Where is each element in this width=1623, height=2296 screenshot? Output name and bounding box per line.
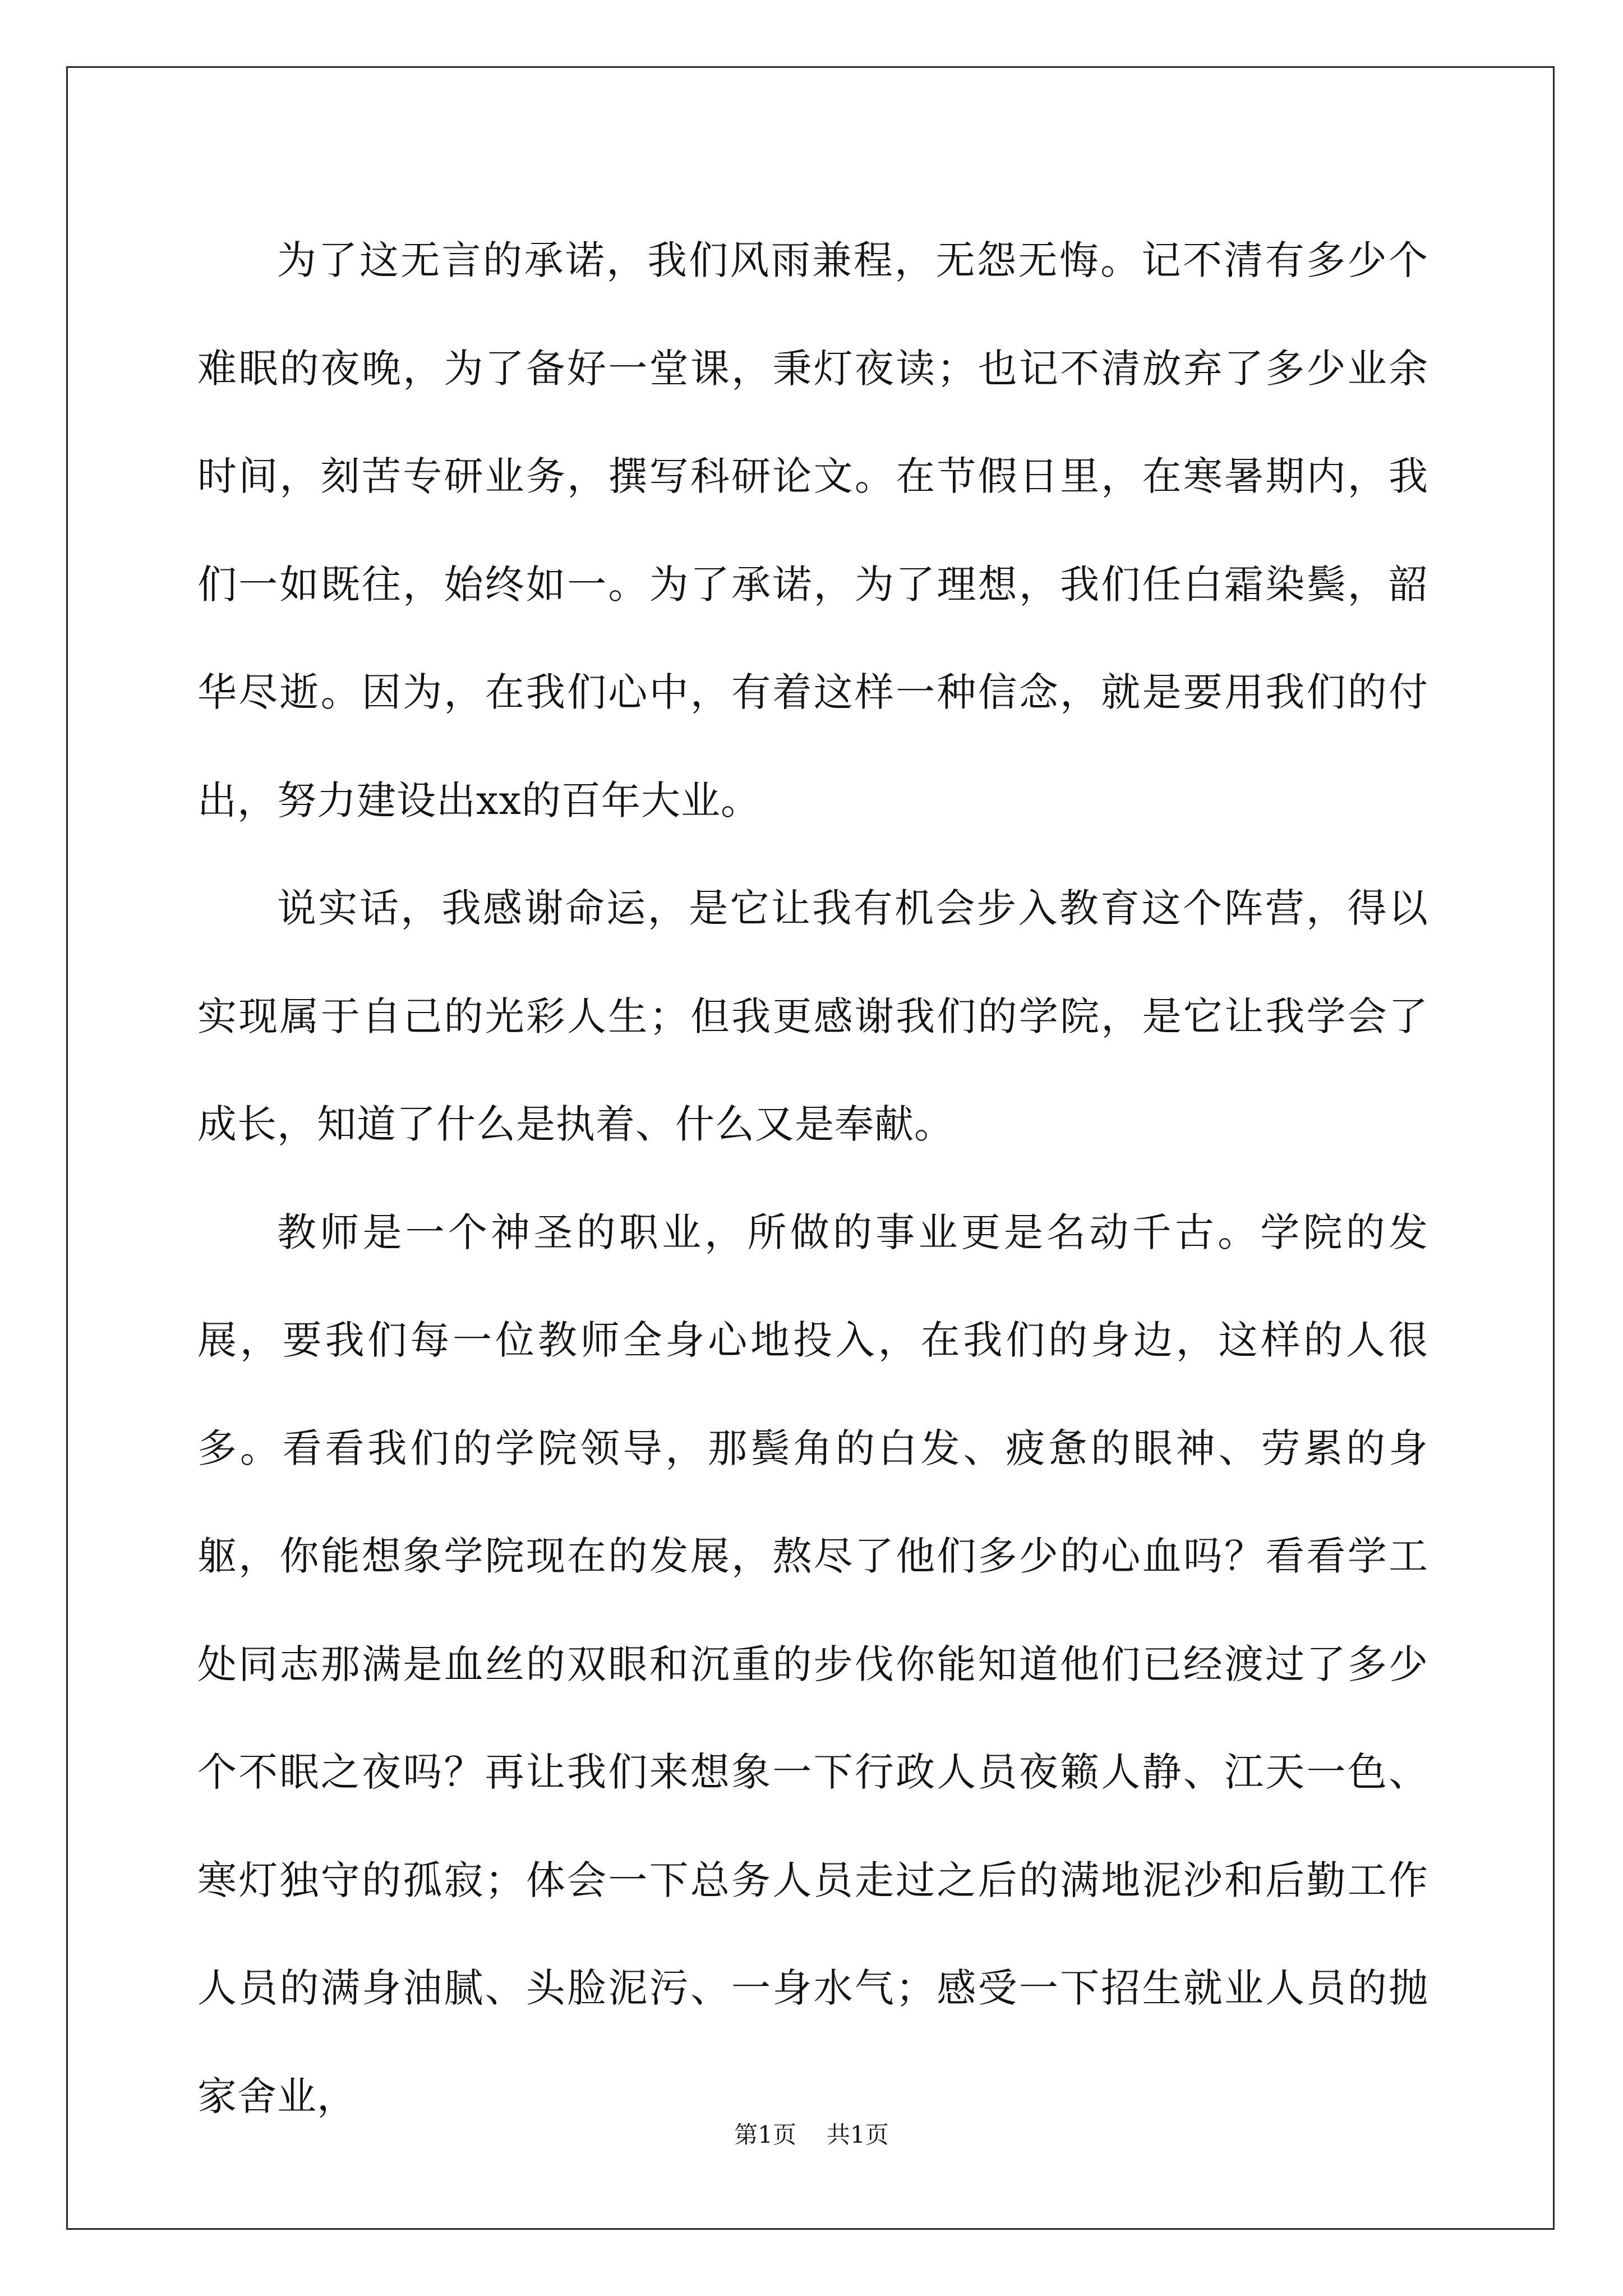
paragraph-3: 教师是一个神圣的职业，所做的事业更是名动千古。学院的发展，要我们每一位教师全身心地投入，在我们的身边，这样的人很多。看看我们的学院领导，那鬓角的白发、疲惫的眼神、劳累的身躯，你能想象学院现在的发展，熬尽了他们多少的心血吗？看看学工处同志那满是血丝的双眼和沉重的步伐你能知道他们已经渡过了多少个不眠之夜吗？再让我们来想象一下行政人员夜籁人静、江天一色、寒灯独守的孤寂；体会一下总务人员走过之后的满地泥沙和后勤工作人员的满身油腻、头脸泥污、一身水气；感受一下招生就业人员的抛家舍业， bbox=[197, 1209, 1428, 2119]
document-body bbox=[197, 206, 1428, 2150]
paragraph-2: 说实话，我感谢命运，是它让我有机会步入教育这个阵营，得以实现属于自己的光彩人生；但我更感谢我们的学院，是它让我学会了成长，知道了什么是执着、什么又是奉献。 bbox=[197, 885, 1428, 1147]
paragraph-1: 为了这无言的承诺，我们风雨兼程，无怨无悔。记不清有多少个难眠的夜晚，为了备好一堂课，秉灯夜读；也记不清放弃了多少业余时间，刻苦专研业务，撰写科研论文。在节假日里，在寒暑期内，我们一如既往，始终如一。为了承诺，为了理想，我们任白霜染鬓，韶华尽逝。因为，在我们心中，有着这样一种信念，就是要用我们的付出，努力建设出xx的百年大业。 bbox=[197, 237, 1428, 823]
page-number-current: 第1页 bbox=[734, 2121, 796, 2148]
page-number-total: 共1页 bbox=[827, 2121, 889, 2148]
page-footer bbox=[0, 2119, 1623, 2151]
